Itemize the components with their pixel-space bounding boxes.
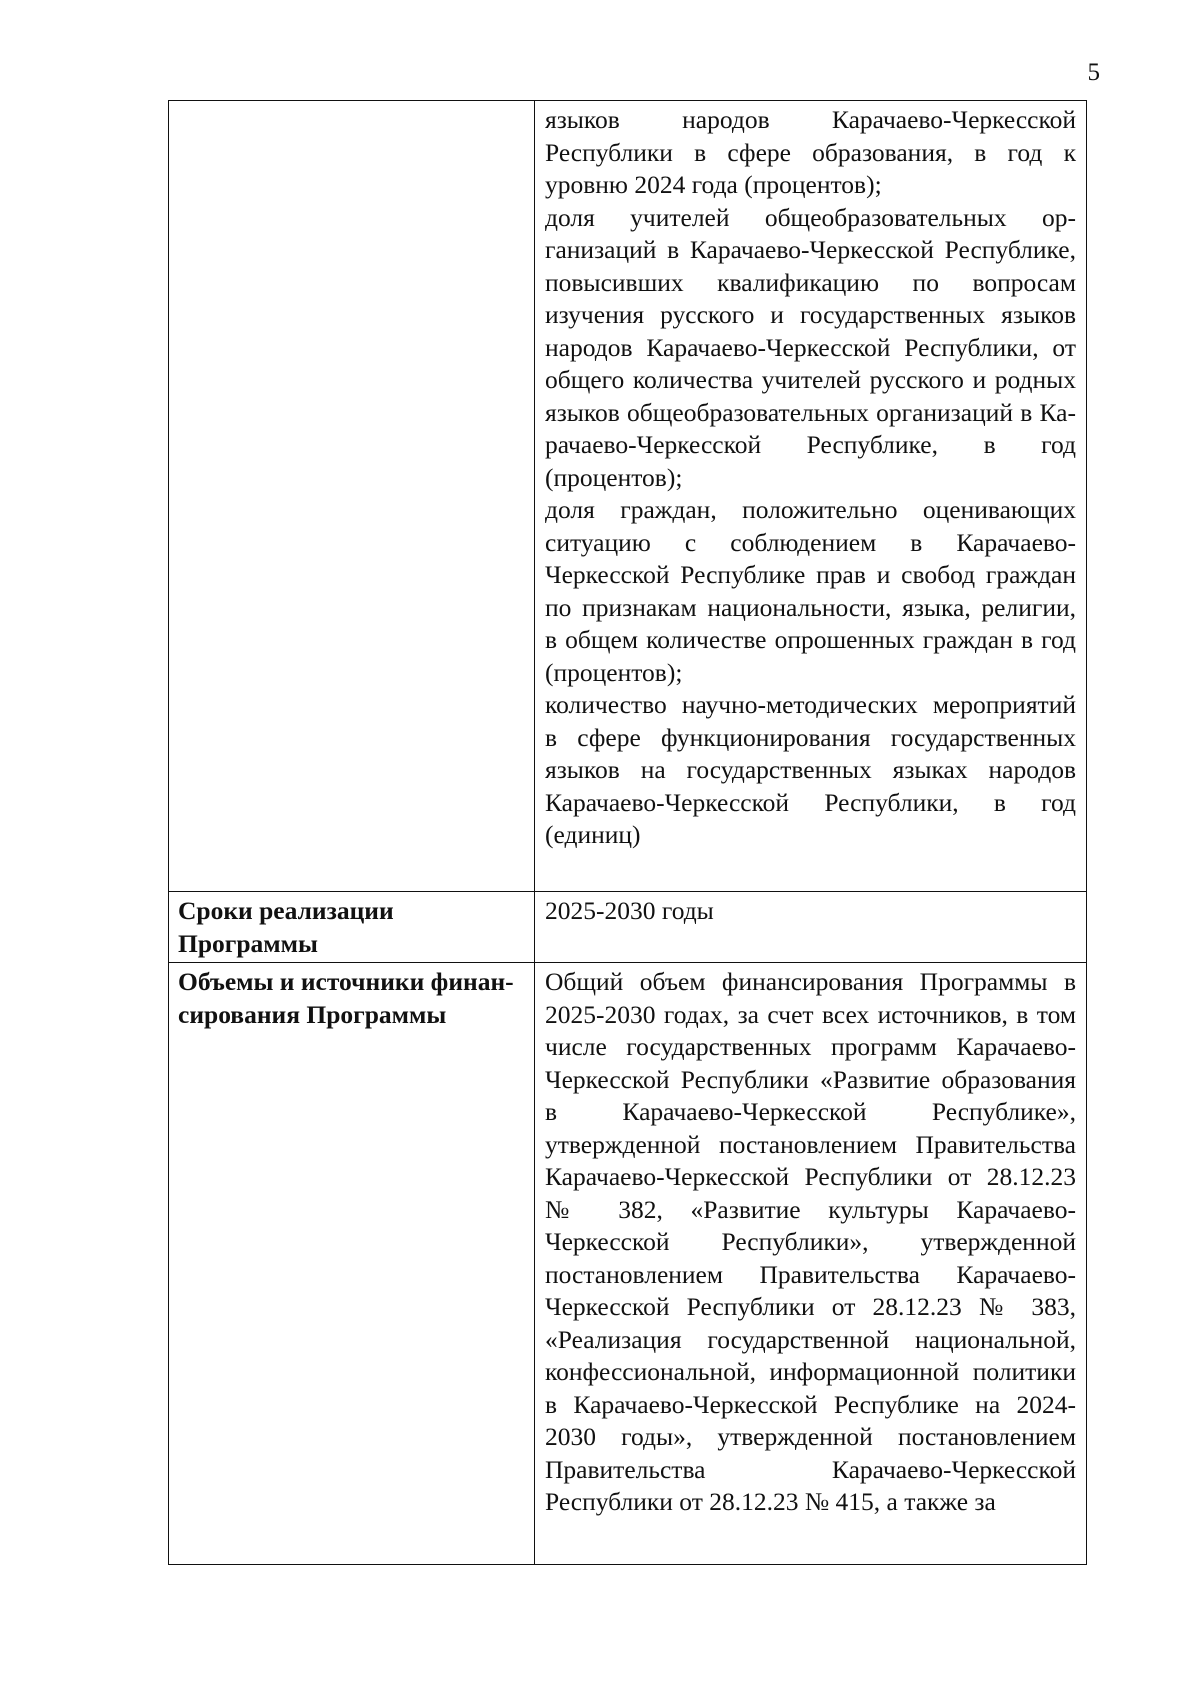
row-label xyxy=(169,101,535,892)
paragraph: доля граждан, положительно оценивающих ситуацию с соблюдением в Карачаево-Черкесской Республике прав и свобод граждан по признакам национальности, языка, религии, в общем количестве опрошенных граждан в год (процентов); xyxy=(545,495,1076,687)
paragraph: языков народов Карачаево-Черкесской Республики в сфере образования, в год к уровню 2024 года (процентов); xyxy=(545,105,1076,199)
table-row xyxy=(169,963,1087,1565)
paragraph: доля учителей общеобразовательных организаций в Карачаево-Черкесской Республике, повысивших квалификацию по вопросам изучения русского и государственных языков народов Карачаево-Черкесской Республики, от общего количества учителей русского и родных языков общеобразовательных организаций в Карачаево-Черкесской Республике, в год (процентов); xyxy=(545,202,1076,492)
row-label-funding: Объемы и источники финансирования Программы xyxy=(169,963,535,1565)
table-row xyxy=(169,101,1087,892)
page-number: 5 xyxy=(1087,59,1100,86)
row-value xyxy=(535,101,1087,892)
row-value-implementation-period xyxy=(535,892,1087,963)
paragraph: Общий объем финансирования Программы в 2025-2030 годах, за счет всех источников, в том числе государственных программ Карачаево-Черкесской Республики «Развитие образования в Карачаево-Черкесской Республике», утвержденной постановлением Правительства Карачаево-Черкесской Республики от 28.12.23 № 382, «Развитие культуры Карачаево-Черкесской Республики», утвержденной постановлением Правительства Карачаево-Черкесской Республики от 28.12.23 № 383, «Реализация государственной национальной, конфессиональной, информационной политики в Карачаево-Черкесской Республике на 2024-2030 годы», утвержденной постановлением Правительства Карачаево-Черкесской Республики от 28.12.23 № 415, а также за xyxy=(545,967,1076,1516)
row-label-implementation-period: Сроки реализации Программы xyxy=(169,892,535,963)
row-value-funding xyxy=(535,963,1087,1565)
paragraph: количество научно-методических мероприятий в сфере функционирования государственных языков на государственных языках народов Карачаево-Черкесской Республики, в год (единиц) xyxy=(545,690,1076,849)
paragraph: 2025-2030 годы xyxy=(545,896,714,925)
table-row xyxy=(169,892,1087,963)
program-passport-table xyxy=(168,100,1087,1565)
